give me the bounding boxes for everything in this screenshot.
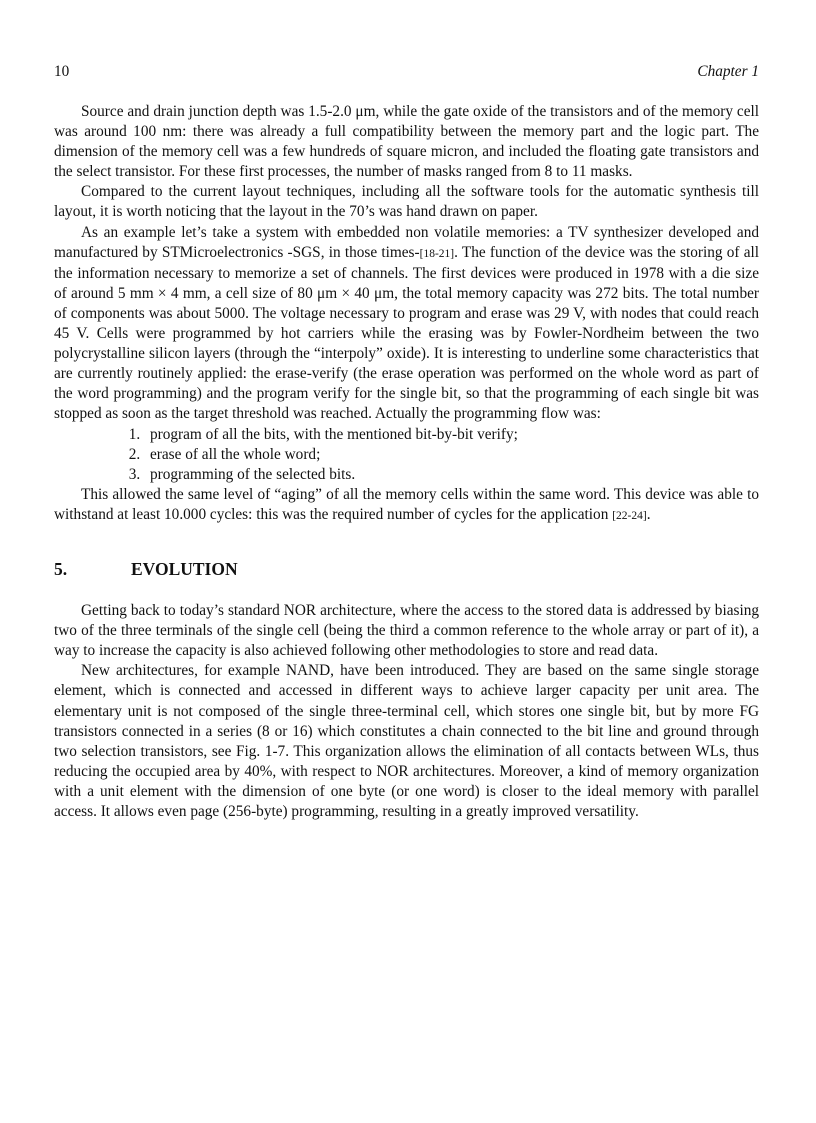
paragraph-text: This allowed the same level of “aging” of all the memory cells within the same word. This device was able to withstand at least 10.000 cycles: this was the required number of cycles for the application	[54, 485, 759, 523]
paragraph-text: As an example let’s take a system with embedded non volatile memories: a TV synthesizer developed and manufactured by STMicroelectronics -SGS, in those times-	[54, 223, 759, 261]
page-number: 10	[54, 63, 70, 80]
list-item: 2. erase of all the whole word;	[144, 445, 759, 465]
paragraph-layout-techniques: Compared to the current layout techniques, including all the software tools for the automatic synthesis till layout, it is worth noticing that the layout in the 70’s was hand drawn on paper.	[54, 183, 759, 221]
paragraph-tv-synthesizer	[54, 223, 759, 425]
document-page	[54, 62, 759, 822]
section-title: EVOLUTION	[131, 558, 238, 579]
citation-ref: [22-24]	[612, 509, 647, 522]
section-number: 5.	[54, 558, 68, 579]
paragraph-nand-architecture: New architectures, for example NAND, have been introduced. They are based on the same single storage element, which is connected and accessed in different ways to achieve larger capacity per unit area. The elementary unit is not composed of the single three-terminal cell, which stores one single bit, but by more FG transistors connected in a series (8 or 16) which constitutes a chain connected to the bit line and ground through two selection transistors, see Fig. 1-7. This organization allows the elimination of all contacts between WLs, thus reducing the occupied area by 40%, with respect to NOR architectures. Moreover, a kind of memory organization with a unit element with the dimension of one byte (or one word) is closer to the ideal memory with parallel access. It allows even page (256-byte) programming, resulting in a greatly improved versatility.	[54, 662, 759, 820]
citation-ref: [18-21]	[419, 247, 455, 260]
programming-flow-list	[54, 425, 759, 485]
paragraph-junction-depth: Source and drain junction depth was 1.5-2.0 μm, while the gate oxide of the transistors and of the memory cell was around 100 nm: there was already a full compatibility between the memory part and the logic part. The dimension of the memory cell was a few hundreds of square micron, and included the floating gate transistors and the select transistor. For these first processes, the number of masks ranged from 8 to 11 masks.	[54, 103, 759, 181]
paragraph-text: . The function of the device was the storing of all the information necessary to memorize a set of channels. The first devices were produced in 1978 with a die size of around 5 mm × 4 mm, a cell size of 80 μm × 40 μm, the total memory capacity was 272 bits. The total number of components was about 5000. The voltage necessary to program and erase was 29 V, with nodes that could reach 45 V. Cells were programmed by hot carriers while the erasing was by Fowler-Nordheim between the two polycrystalline silicon layers (through the “interpoly” oxide). It is interesting to underline some characteristics that are currently routinely applied: the erase-verify (the erase operation was performed on the whole word as part of the word programming) and the program verify for the single bit, so that the programming of each single bit was stopped as soon as the target threshold was reached. Actually the programming flow was:	[54, 243, 759, 423]
paragraph-aging	[54, 485, 759, 526]
paragraph-text: .	[646, 505, 651, 523]
running-header	[54, 62, 759, 84]
section-heading	[54, 559, 759, 579]
chapter-label: Chapter 1	[697, 63, 759, 80]
paragraph-nor-architecture: Getting back to today’s standard NOR architecture, where the access to the stored data is addressed by biasing two of the three terminals of the single cell (being the third a common reference to the whole array or part of it), a way to increase the capacity is also achieved following other methodologies to store and read data.	[54, 602, 759, 660]
list-item: 3. programming of the selected bits.	[144, 465, 759, 485]
list-item: 1. program of all the bits, with the mentioned bit-by-bit verify;	[144, 425, 759, 445]
